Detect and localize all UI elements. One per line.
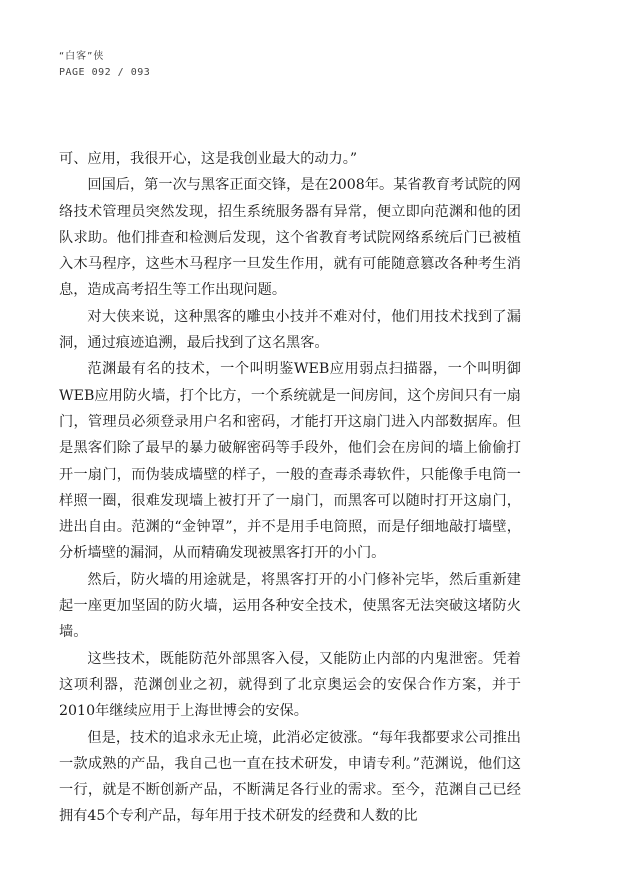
paragraph: 范渊最有名的技术，一个叫明鉴WEB应用弱点扫描器，一个叫明御WEB应用防火墙，打个比方，一个系统就是一间房间，这个房间只有一扇门，管理员必须登录用户名和密码，才能打开这扇门进入内部数据库。但是黑客们除了最早的暴力破解密码等手段外，他们会在房间的墙上偷偷打开一扇门，而伪装成墙壁的样子，一般的查毒杀毒软件，只能像手电筒一样照一圈，很难发现墙上被打开了一扇门，而黑客可以随时打开这扇门，进出自由。范渊的“金钟罩”，并不是用手电筒照，而是仔细地敲打墙壁，分析墙壁的漏洞，从而精确发现被黑客打开的小门。 [59, 361, 521, 562]
paragraph: 回国后，第一次与黑客正面交锋，是在2008年。某省教育考试院的网络技术管理员突然发现，招生系统服务器有异常，便立即向范渊和他的团队求助。他们排查和检测后发现，这个省教育考试院网络系统后门已被植入木马程序，这些木马程序一旦发生作用，就有可能随意篡改各种考生消息，造成高考招生等工作出现问题。 [59, 177, 521, 299]
paragraph: 但是，技术的追求永无止境，此消必定彼涨。“每年我都要求公司推出一款成熟的产品，我自己也一直在技术研发，申请专利。”范渊说，他们这一行，就是不断创新产品，不断满足各行业的需求。至今，范渊自己已经拥有45个专利产品，每年用于技术研发的经费和人数的比 [59, 729, 521, 825]
paragraph: 然后，防火墙的用途就是，将黑客打开的小门修补完毕，然后重新建起一座更加坚固的防火墙，运用各种安全技术，使黑客无法突破这堵防火墙。 [59, 571, 521, 641]
paragraph: 这些技术，既能防范外部黑客入侵，又能防止内部的内鬼泄密。凭着这项利器，范渊创业之初，就得到了北京奥运会的安保合作方案，并于2010年继续应用于上海世博会的安保。 [59, 650, 521, 720]
page-number-label: PAGE 092 / 093 [59, 67, 151, 78]
body-text [59, 146, 521, 830]
paragraph: 对大侠来说，这种黑客的雕虫小技并不难对付，他们用技术找到了漏洞，通过痕迹追溯，最后找到了这名黑客。 [59, 308, 521, 352]
book-title: “白客”侠 [59, 51, 105, 62]
paragraph-continuation: 可、应用，我很开心，这是我创业最大的动力。” [59, 151, 358, 167]
page-header [59, 50, 150, 80]
